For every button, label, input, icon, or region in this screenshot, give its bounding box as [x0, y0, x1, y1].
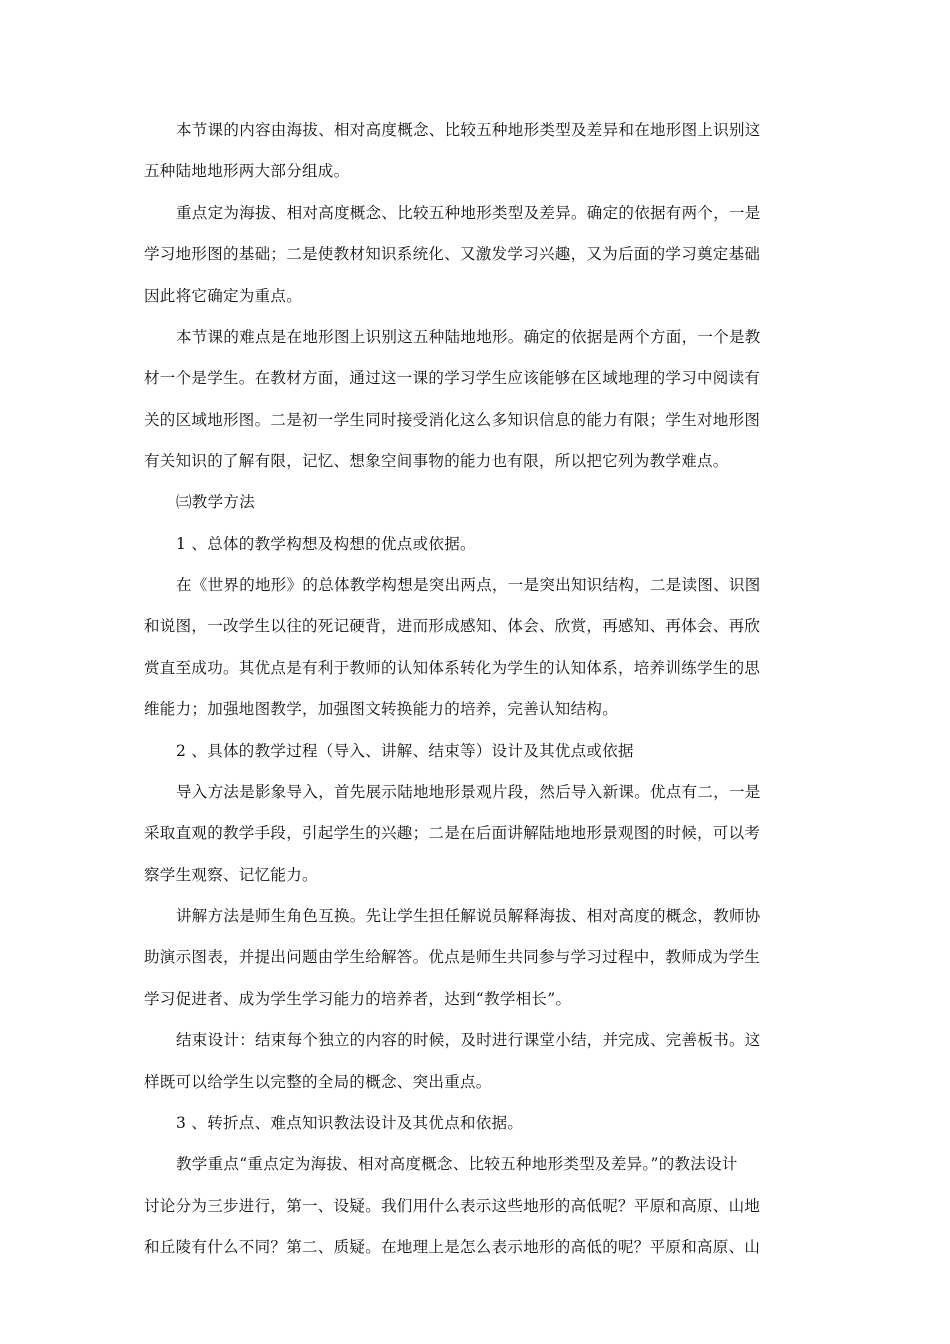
text-line: 因此将它确定为重点。 — [144, 287, 303, 305]
section-heading: ㈢教学方法 — [176, 493, 256, 511]
text-line: 在《世界的地形》的总体教学构想是突出两点，一是突出知识结构，二是读图、识图 — [176, 576, 761, 594]
text-line: 样既可以给学生以完整的全局的概念、突出重点。 — [144, 1073, 492, 1091]
text-line: 和丘陵有什么不同？第二、质疑。在地理上是怎么表示地形的高低的呢？平原和高原、山 — [144, 1238, 761, 1256]
text-line: 有关知识的了解有限，记忆、想象空间事物的能力也有限，所以把它列为教学难点。 — [144, 452, 729, 470]
subsection-heading: 1 、总体的教学构想及构想的优点或依据。 — [176, 535, 476, 553]
text-line: 学习促进者、成为学生学习能力的培养者，达到“教学相长”。 — [144, 990, 572, 1008]
text-line: 教学重点“重点定为海拔、相对高度概念、比较五种地形类型及差异。”的教法设计 — [176, 1155, 738, 1173]
text-line: 本节课的内容由海拔、相对高度概念、比较五种地形类型及差异和在地形图上识别这 — [176, 121, 761, 139]
text-line: 维能力；加强地图教学，加强图文转换能力的培养，完善认知结构。 — [144, 700, 619, 718]
text-line: 学习地形图的基础；二是使教材知识系统化、又激发学习兴趣，又为后面的学习奠定基础 — [144, 245, 761, 263]
text-line: 和说图，一改学生以往的死记硬背，进而形成感知、体会、欣赏，再感知、再体会、再欣 — [144, 617, 761, 635]
text-line: 讨论分为三步进行，第一、设疑。我们用什么表示这些地形的高低呢？平原和高原、山地 — [144, 1197, 761, 1215]
subsection-heading: 2 、具体的教学过程（导入、讲解、结束等）设计及其优点或依据 — [176, 742, 634, 760]
subsection-heading: 3 、转折点、难点知识教法设计及其优点和依据。 — [176, 1114, 524, 1132]
text-line: 材一个是学生。在教材方面，通过这一课的学习学生应该能够在区域地理的学习中阅读有 — [144, 369, 761, 387]
text-line: 赏直至成功。其优点是有利于教师的认知体系转化为学生的认知体系，培养训练学生的思 — [144, 659, 761, 677]
text-line: 讲解方法是师生角色互换。先让学生担任解说员解释海拔、相对高度的概念，教师协 — [176, 907, 761, 925]
text-line: 察学生观察、记忆能力。 — [144, 866, 318, 884]
text-line: 结束设计：结束每个独立的内容的时候，及时进行课堂小结，并完成、完善板书。这 — [176, 1031, 761, 1049]
text-line: 本节课的难点是在地形图上识别这五种陆地地形。确定的依据是两个方面，一个是教 — [176, 328, 761, 346]
text-line: 采取直观的教学手段，引起学生的兴趣；二是在后面讲解陆地地形景观图的时候，可以考 — [144, 824, 761, 842]
text-line: 关的区域地形图。二是初一学生同时接受消化这么多知识信息的能力有限；学生对地形图 — [144, 411, 761, 429]
text-line: 导入方法是影象导入，首先展示陆地地形景观片段，然后导入新课。优点有二，一是 — [176, 783, 761, 801]
text-line: 助演示图表，并提出问题由学生给解答。优点是师生共同参与学习过程中，教师成为学生 — [144, 948, 761, 966]
text-line: 五种陆地地形两大部分组成。 — [144, 162, 350, 180]
text-line: 重点定为海拔、相对高度概念、比较五种地形类型及差异。确定的依据有两个，一是 — [176, 204, 761, 222]
